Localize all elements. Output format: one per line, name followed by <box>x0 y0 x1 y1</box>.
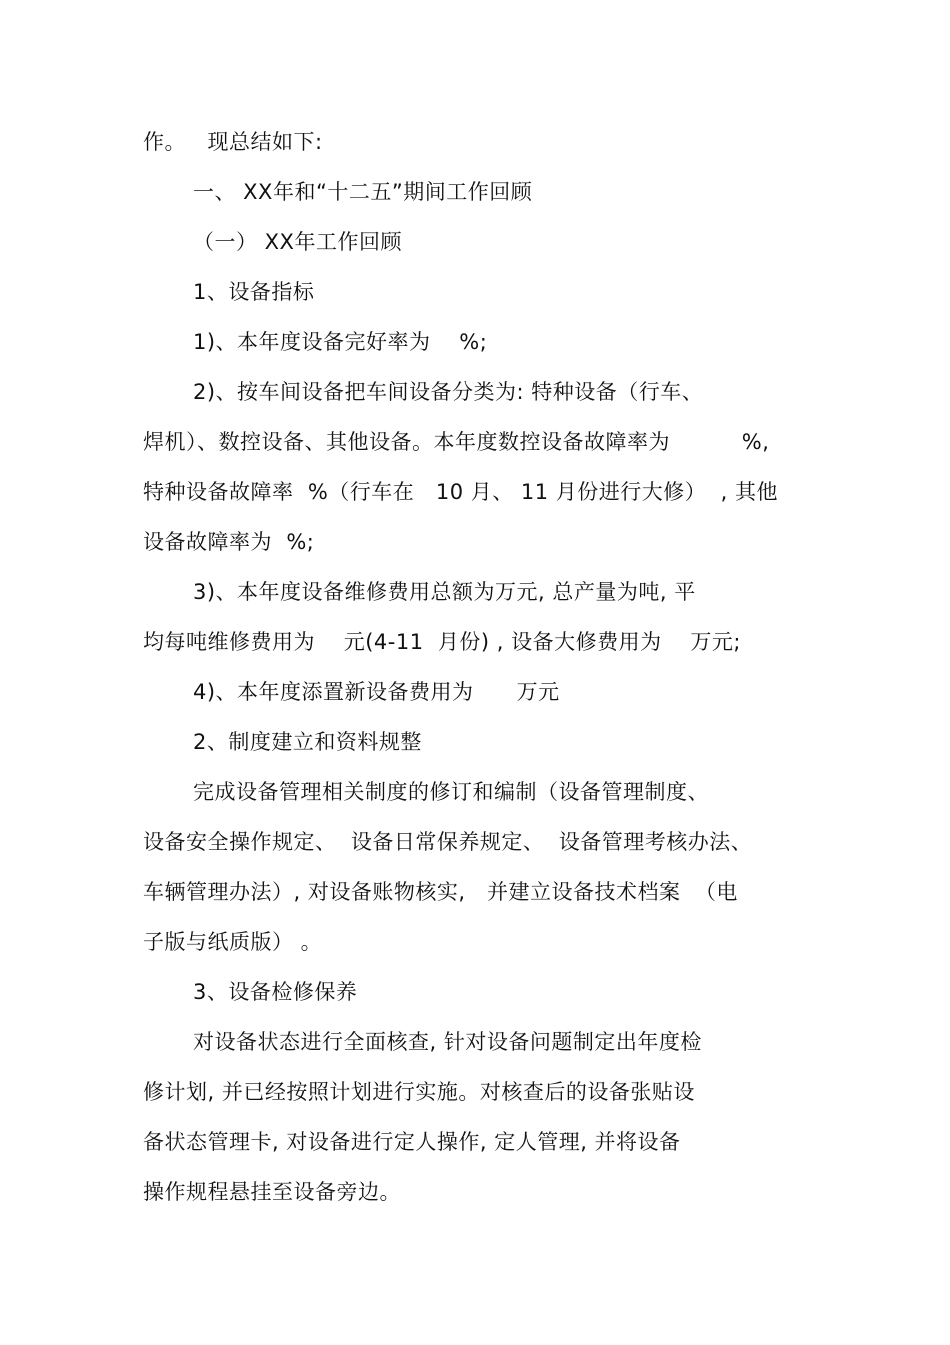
section-heading: 一、 XX年和“十二五”期间工作回顾 <box>193 180 533 204</box>
text-line: 4)、本年度添置新设备费用为 万元 <box>193 680 560 704</box>
text-line: 3)、本年度设备维修费用总额为万元, 总产量为吨, 平 <box>193 580 696 604</box>
text-line: 操作规程悬挂至设备旁边。 <box>143 1180 401 1204</box>
text-line: 设备故障率为 %; <box>143 530 315 554</box>
text-line: 均每吨维修费用为 元(4-11 月份) , 设备大修费用为 万元; <box>143 630 741 654</box>
text-line: 修计划, 并已经按照计划进行实施。对核查后的设备张贴设 <box>143 1080 695 1104</box>
text-line: 1)、本年度设备完好率为 %; <box>193 330 488 354</box>
text-line: 对设备状态进行全面核查, 针对设备问题制定出年度检 <box>193 1030 702 1054</box>
text-line: 2)、按车间设备把车间设备分类为: 特种设备（行车、 <box>193 380 704 404</box>
text-line: 子版与纸质版） 。 <box>143 930 323 954</box>
text-line: 车辆管理办法）, 对设备账物核实, 并建立设备技术档案 （电 <box>143 880 738 904</box>
subsection-heading: （一） XX年工作回顾 <box>193 230 402 254</box>
text-line: 备状态管理卡, 对设备进行定人操作, 定人管理, 并将设备 <box>143 1130 681 1154</box>
text-line: 设备安全操作规定、 设备日常保养规定、 设备管理考核办法、 <box>143 830 753 854</box>
text-line: 焊机）、数控设备、其他设备。本年度数控设备故障率为 %, <box>143 430 770 454</box>
item-heading: 3、设备检修保养 <box>193 980 358 1004</box>
item-heading: 1、设备指标 <box>193 280 315 304</box>
item-heading: 2、制度建立和资料规整 <box>193 730 422 754</box>
text-line: 特种设备故障率 %（行车在 10 月、 11 月份进行大修） , 其他 <box>143 480 778 504</box>
text-line: 作。 现总结如下: <box>143 130 323 154</box>
text-line: 完成设备管理相关制度的修订和编制（设备管理制度、 <box>193 780 709 804</box>
